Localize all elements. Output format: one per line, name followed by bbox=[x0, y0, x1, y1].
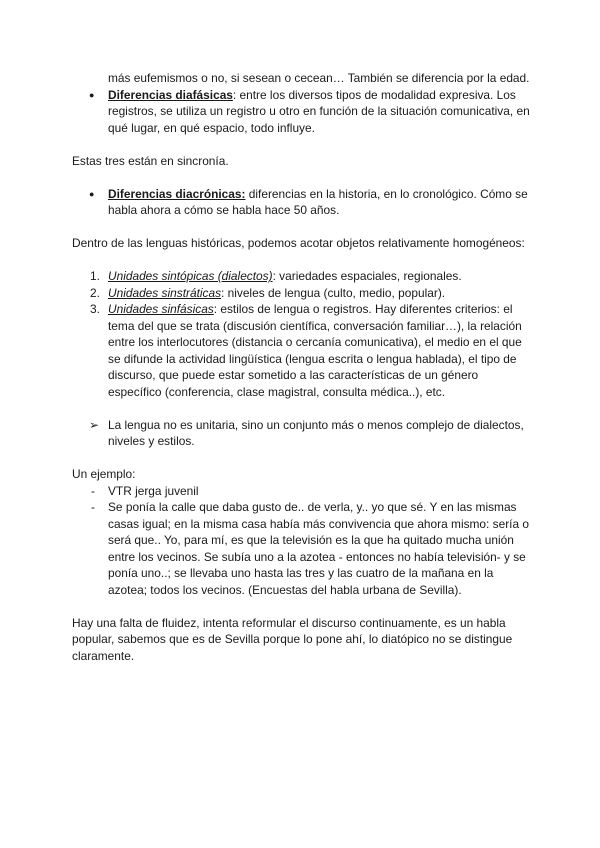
bullet-diafasicas bbox=[72, 87, 532, 137]
bullet-marker: ● bbox=[89, 188, 95, 199]
item-number: 2. bbox=[90, 285, 100, 300]
item-text: : estilos de lengua o registros. Hay diferentes criterios: el tema del que se trata (discusión científica, conversación familiar…), la relación entre los interlocutores (distancia o cercanía comunicativa), el medio en el que se difunde la actividad lingüística (lengua escrita o lengua hablada), el tipo de discurso, que puede estar sometido a las características de un género específico (conferencia, clase magistral, consulta médica..), etc. bbox=[108, 302, 522, 399]
document-page bbox=[72, 70, 532, 664]
item-number: 3. bbox=[90, 302, 100, 316]
dash-marker: - bbox=[91, 483, 95, 498]
dash-item-text: VTR jerga juvenil bbox=[108, 483, 199, 498]
dash-item-2 bbox=[72, 499, 532, 598]
term-sinstraticas: Unidades sinstráticas bbox=[108, 285, 222, 300]
ejemplo-heading: Un ejemplo: bbox=[72, 467, 136, 481]
term-diafasicas: Diferencias diafásicas bbox=[108, 87, 233, 102]
bullet-diafasicas-text: : entre los diversos tipos de modalidad expresiva. Los registros, se utiliza un registro u otro en función de la situación comunicativa, en qué lugar, en qué espacio, todo influye. bbox=[108, 87, 530, 135]
bullet-diacronicas-text: diferencias en la historia, en lo cronológico. Cómo se habla ahora a cómo se habla hace 50 años. bbox=[108, 186, 528, 217]
numbered-item-2 bbox=[72, 285, 532, 302]
conclusion-paragraph: Hay una falta de fluidez, intenta reformular el discurso continuamente, es un habla popular, sabemos que es de Sevilla porque lo pone ahí, lo diatópico no se distingue claramente. bbox=[72, 615, 513, 663]
bullet-diacronicas bbox=[72, 186, 532, 219]
term-sintopicas: Unidades sintópicas (dialectos) bbox=[108, 269, 273, 283]
numbered-item-1 bbox=[72, 268, 532, 285]
sincronia-paragraph: Estas tres están en sincronía. bbox=[72, 153, 229, 168]
intro-objetos-paragraph: Dentro de las lenguas históricas, podemos acotar objetos relativamente homogéneos: bbox=[72, 236, 525, 250]
numbered-item-3 bbox=[72, 301, 532, 400]
dash-marker: - bbox=[91, 500, 95, 514]
term-sinfasicas: Unidades sinfásicas bbox=[108, 302, 214, 316]
term-diacronicas: Diferencias diacrónicas: bbox=[108, 186, 246, 201]
arrow-marker: ➢ bbox=[89, 417, 99, 432]
dash-item-text: Se ponía la calle que daba gusto de.. de verla, y.. yo que sé. Y en las mismas casas igual; en la misma casa había más convivencia que ahora mismo: sería o será que.. Yo, para mí, es que la televisión es la que ha quitado mucha unión entre los vecinos. Se subía uno a la azotea - entonces no había televisión- y se ponía uno..; se llevaba uno hasta las tres y las cuatro de la mañana en la azotea; todos los vecinos. (Encuestas del habla urbana de Sevilla). bbox=[108, 500, 530, 597]
item-number: 1. bbox=[90, 269, 100, 283]
item-text: : variedades espaciales, regionales. bbox=[272, 269, 462, 283]
bullet-marker: ● bbox=[89, 89, 95, 100]
continuation-paragraph: más eufemismos o no, si sesean o cecean… También se diferencia por la edad. bbox=[108, 71, 530, 85]
dash-item-1 bbox=[72, 483, 532, 500]
arrow-item bbox=[72, 417, 532, 450]
arrow-item-text: La lengua no es unitaria, sino un conjunto más o menos complejo de dialectos, niveles y estilos. bbox=[108, 417, 524, 448]
item-text: : niveles de lengua (culto, medio, popular). bbox=[221, 285, 446, 300]
